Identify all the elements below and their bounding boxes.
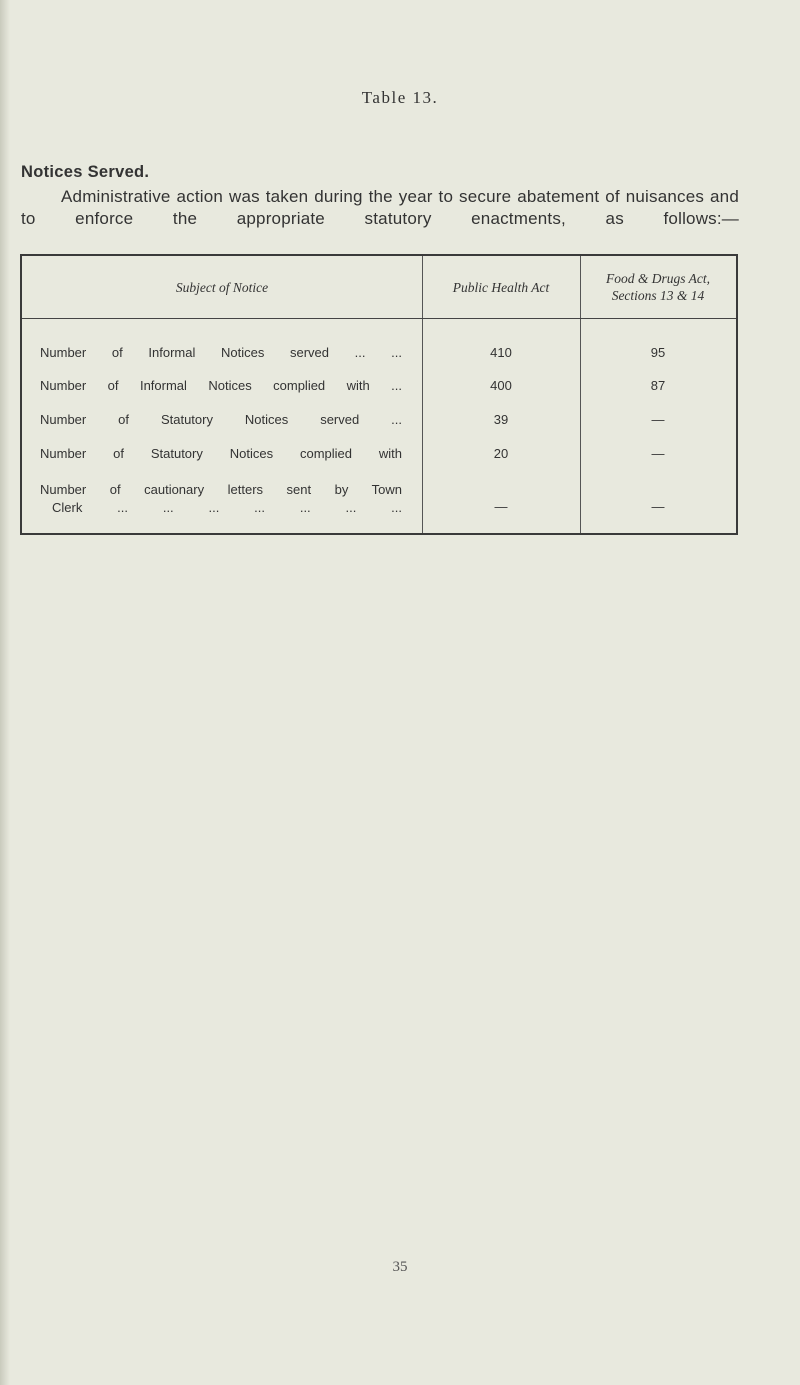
header-public-health bbox=[422, 256, 580, 318]
food-drugs-value: — bbox=[651, 499, 665, 514]
public-health-value: 20 bbox=[493, 446, 509, 461]
header-public-health-text: Public Health Act bbox=[452, 279, 550, 295]
public-health-value: 410 bbox=[490, 345, 512, 360]
row-label: Number of Informal Notices complied with ... bbox=[40, 378, 402, 393]
row-label-line1: Number of cautionary letters sent by Town bbox=[40, 482, 402, 497]
food-drugs-value: — bbox=[651, 412, 665, 427]
header-food-drugs-line1: Food & Drugs Act, bbox=[606, 271, 710, 286]
row-label-line2: Clerk ... ... ... ... ... ... ... bbox=[52, 500, 402, 515]
intro-text: Administrative action was taken during the year to secure abatement of nuisances and to enforce the appropriate statutory enactments, as follows:— bbox=[21, 187, 739, 228]
row-label: Number of Statutory Notices served ... bbox=[40, 412, 402, 427]
food-drugs-value: 95 bbox=[650, 345, 666, 360]
header-subject bbox=[22, 256, 422, 318]
food-drugs-value: — bbox=[651, 446, 665, 461]
public-health-value: 39 bbox=[493, 412, 509, 427]
header-subject-text: Subject of Notice bbox=[175, 279, 269, 295]
header-food-drugs bbox=[580, 256, 736, 318]
table-title: Table 13. bbox=[361, 88, 439, 107]
header-rule bbox=[22, 318, 736, 319]
section-heading: Notices Served. bbox=[21, 163, 150, 181]
food-drugs-value: 87 bbox=[650, 378, 666, 393]
header-food-drugs-line2: Sections 13 & 14 bbox=[611, 288, 705, 303]
page-number: 35 bbox=[392, 1259, 408, 1275]
row-label bbox=[40, 481, 402, 517]
intro-paragraph bbox=[21, 186, 739, 230]
page-edge bbox=[0, 0, 10, 1385]
public-health-value: 400 bbox=[490, 378, 512, 393]
notices-table bbox=[20, 254, 738, 535]
row-label: Number of Statutory Notices complied with bbox=[40, 446, 402, 461]
row-label: Number of Informal Notices served ... ... bbox=[40, 345, 402, 360]
public-health-value: — bbox=[494, 499, 508, 514]
